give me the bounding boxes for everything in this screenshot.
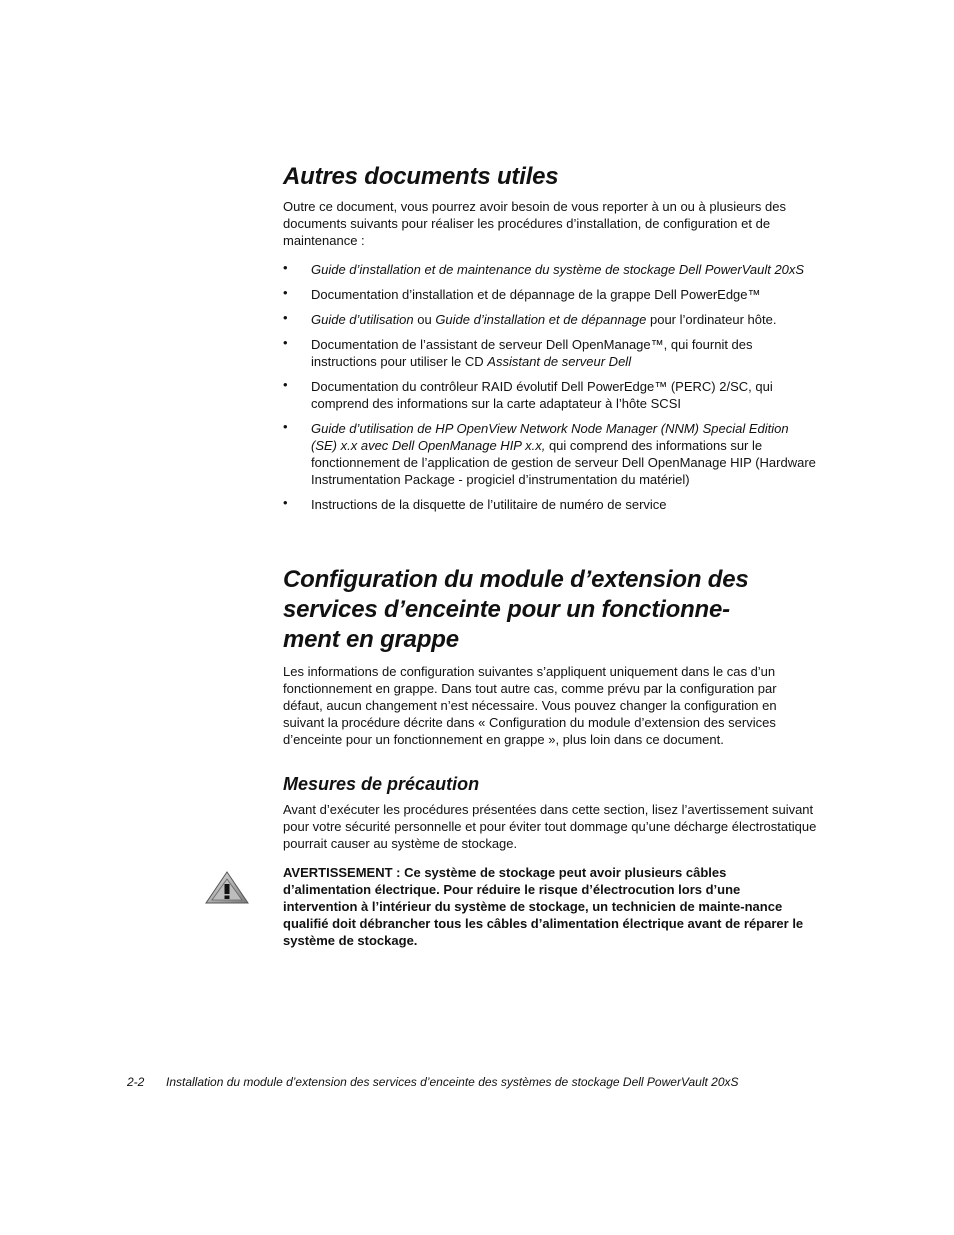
section-other-documents [283, 162, 818, 521]
configuration-paragraph: Les informations de configuration suivantes s’appliquent uniquement dans le cas d’un fonctionnement en grappe. Dans tout autre cas, comme prévu par la configuration par défaut, aucun changement n’est nécessaire. Vous pouvez changer la configuration en suivant la procédure décrite dans « Configuration du module d’extension des services d’enceinte pour un fonctionnement en grappe », plus loin dans ce document. [283, 664, 777, 747]
warning-text: AVERTISSEMENT : Ce système de stockage peut avoir plusieurs câbles d’alimentation électrique. Pour réduire le risque d’électrocution lors d’une intervention à l’intérieur du système de stockage, un technicien de mainte-nance qualifié doit débrancher tous les câbles d’alimentation électrique avant de réparer le système de stockage. [283, 865, 804, 948]
list-item-italic: Guide d’installation et de maintenance du système de stockage Dell PowerVault 20xS [311, 262, 805, 277]
title-line: Configuration du module d’extension des [283, 566, 749, 593]
page-footer [127, 1075, 739, 1089]
list-item [283, 261, 818, 278]
precautions-paragraph: Avant d’exécuter les procédures présentées dans cette section, lisez l’avertissement suivant pour votre sécurité personnelle et pour éviter tout dommage qu’une décharge électrostatique pourrait causer au système de stockage. [283, 802, 817, 851]
list-item-italic: Guide d’installation et de dépannage [435, 312, 647, 327]
list-item-text: Instructions de la disquette de l’utilitaire de numéro de service [311, 497, 667, 512]
warning-triangle-icon [205, 871, 249, 904]
list-item [283, 286, 818, 303]
section-title-configuration [283, 565, 818, 655]
list-item-text: Documentation d’installation et de dépannage de la grappe Dell PowerEdge™ [311, 287, 761, 302]
list-item [283, 336, 818, 370]
bullet-icon: • [283, 260, 288, 275]
list-item-text: Documentation du contrôleur RAID évolutif Dell PowerEdge™ (PERC) 2/SC, qui comprend des informations sur la carte adaptateur à l’hôte SCSI [311, 379, 773, 411]
title-line: ment en grappe [283, 626, 459, 653]
title-line: services d’enceinte pour un fonctionne- [283, 596, 730, 623]
list-item-italic: Assistant de serveur Dell [487, 354, 632, 369]
list-item [283, 420, 818, 488]
documents-list [283, 261, 818, 513]
bullet-icon: • [283, 285, 288, 300]
bullet-icon: • [283, 495, 288, 510]
section-title-other-documents: Autres documents utiles [283, 163, 559, 190]
list-item [283, 496, 818, 513]
list-item-text: Documentation de l’assistant de serveur Dell OpenManage™, qui fournit des instructions pour utiliser le CD [311, 337, 753, 369]
list-item-text: qui comprend des informations sur le fonctionnement de l’application de gestion de serveur Dell OpenManage HIP (Hardware Instrumentation Package - progiciel d’instrumentation du matériel) [311, 438, 816, 487]
bullet-icon: • [283, 419, 288, 434]
bullet-icon: • [283, 377, 288, 392]
list-item [283, 378, 818, 412]
footer-text: Installation du module d’extension des services d’enceinte des systèmes de stockage Dell PowerVault 20xS [166, 1075, 739, 1089]
section-configuration [283, 565, 818, 748]
section-title-precautions: Mesures de précaution [283, 774, 480, 794]
page-number: 2-2 [127, 1075, 145, 1089]
bullet-icon: • [283, 335, 288, 350]
list-item-text: ou [413, 312, 436, 327]
list-item [283, 311, 818, 328]
section-precautions [283, 773, 818, 949]
bullet-icon: • [283, 310, 288, 325]
intro-paragraph: Outre ce document, vous pourrez avoir besoin de vous reporter à un ou à plusieurs des documents suivants pour réaliser les procédures d’installation, de configuration et de maintenance : [283, 199, 786, 248]
list-item-italic: Guide d’utilisation de HP OpenView Network Node Manager (NNM) Special Edition (SE) x.x avec Dell OpenManage HIP x.x, [311, 421, 789, 453]
list-item-italic: Guide d’utilisation [311, 312, 414, 327]
list-item-text: pour l’ordinateur hôte. [646, 312, 777, 327]
